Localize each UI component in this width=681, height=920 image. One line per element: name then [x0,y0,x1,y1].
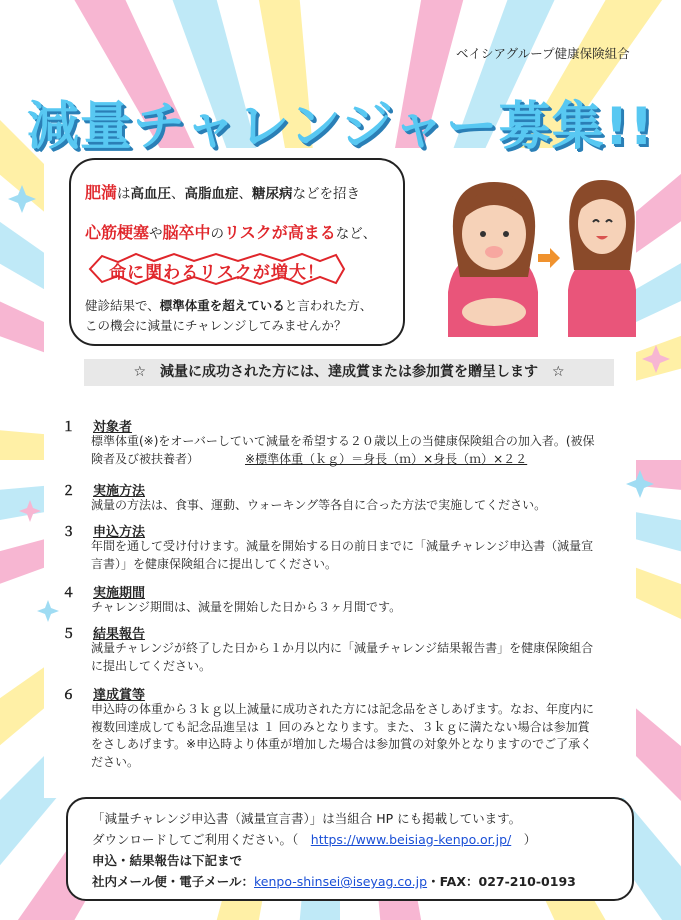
section-body: チャレンジ期間は、減量を開始した日から３ヶ月間です。 [91,600,402,614]
word-overweight: 標準体重を超えている [159,298,285,313]
prize-banner: ☆ 減量に成功された方には、達成賞または参加賞を贈呈します ☆ [84,359,614,386]
footer-line-1: 「減量チャレンジ申込書（減量宣言書）」は当組合 HP にも掲載しています。 [92,811,522,826]
word-diabetes: 糖尿病 [252,186,293,202]
risk-banner [88,252,346,286]
section-period [62,582,632,617]
word-obesity: 肥満 [85,183,118,202]
section-target [62,416,632,468]
before-person-icon [448,182,538,337]
intro-line-4: この機会に減量にチャレンジしてみませんか？ [85,318,347,333]
text: など、 [335,226,377,242]
intro-line-3: 健診結果で、標準体重を超えていると言われた方、 [85,298,373,313]
section-heading: ５ 結果報告 [62,627,146,642]
section-method [62,480,632,515]
word-hyperlipidemia: 高脂血症 [184,186,239,202]
email-link[interactable]: kenpo-shinsei@iseyag.co.jp [254,874,428,889]
section-body: 減量の方法は、食事、運動、ウォーキング等各自に合った方法で実施してください。 [91,498,547,512]
page-title: 減量チャレンジャー募集!! [26,97,655,157]
contact-box [66,797,634,901]
intro-line-1 [85,180,360,203]
after-person-icon [568,180,636,337]
standard-weight-note: ※標準体重（ｋｇ）＝身長（ｍ）×身長（ｍ）×２２ [245,451,528,466]
intro-line-2 [85,220,376,243]
section-heading: ３ 申込方法 [62,525,146,540]
text: 、 [171,186,185,202]
section-body: 標準体重(※)をオーバーしていて減量を希望する２０歳以上の当健康保険組合の加入者。(被保 険者及び被扶養者） ※標準体重（ｋｇ）＝身長（ｍ）×身長（ｍ）×２２ [91,434,595,466]
footer-line-2: ダウンロードしてご利用ください。（ https://www.beisiag-kenpo.or.jp/ ） [92,832,537,847]
word-stroke: 脳卒中 [162,223,211,242]
section-heading: １ 対象者 [62,420,133,435]
homepage-link[interactable]: https://www.beisiag-kenpo.or.jp/ [310,832,512,847]
section-awards [62,684,632,771]
section-heading: ２ 実施方法 [62,484,146,499]
before-after-illustration [438,172,638,337]
organization-name: ベイシアグループ健康保険組合 [456,46,630,61]
word-hypertension: 高血圧 [130,186,172,202]
section-heading: ６ 達成賞等 [62,688,146,703]
arrow-icon [538,248,560,268]
section-body: 申込時の体重から３ｋｇ以上減量に成功された方には記念品をさしあげます。なお、年度内に 複数回達成しても記念品進呈は １ 回のみとなります。また、３ｋｇに満たない場合は参加賞 をさしあげます。※申込時より体重が増加した場合は参加賞の対象外となりますのでご了承く ださい。 [91,702,595,769]
footer-line-4: 社内メール便・電子メール：kenpo-shinsei@iseyag.co.jp・FAX：027-210-0193 [92,874,576,889]
section-body: 年間を通して受け付けます。減量を開始する日の前日までに「減量チャレンジ申込書（減量宣 言書）」を健康保険組合に提出してください。 [91,539,594,571]
text: の [210,226,225,242]
section-application [62,521,632,573]
text: 、 [238,186,253,202]
banner-text: 命に関わるリスクが増大！ [109,263,325,283]
word-risk: リスクが高まる [224,223,336,242]
section-heading: ４ 実施期間 [62,586,146,601]
text: は [117,186,131,202]
section-body: 減量チャレンジが終了した日から１か月以内に「減量チャレンジ結果報告書」を健康保険組合 に提出してください。 [91,641,594,673]
footer-line-3: 申込・結果報告は下記まで [92,853,243,868]
text: などを招き [292,186,361,202]
word-mi: 心筋梗塞 [85,223,150,242]
text: や [149,226,163,242]
section-report [62,623,632,675]
